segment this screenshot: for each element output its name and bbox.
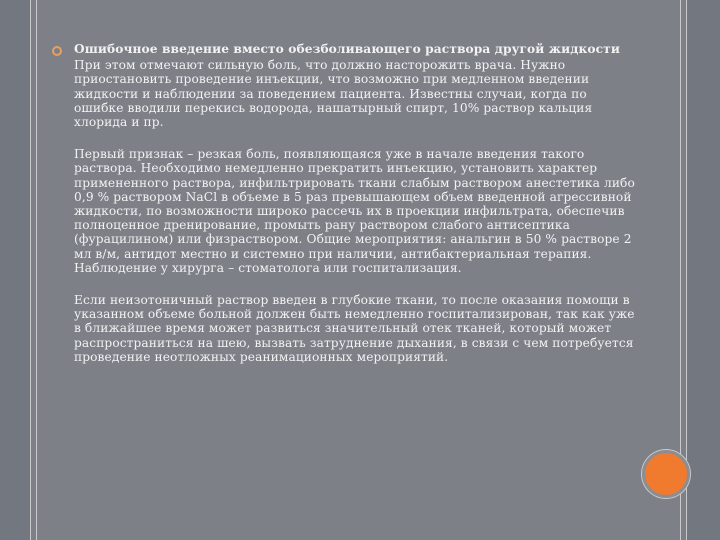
circle-bullet-icon — [52, 46, 62, 56]
paragraph-symptoms: При этом отмечают сильную боль, что должно насторожить врача. Нужно приостановить проведение инъекции, что возможно при медленном введении жидкости и наблюдении за поведением пациента. Известны случаи, когда по ошибке вводили перекись водорода, нашатырный спирт, 10% раствор кальция хлорида и пр. — [74, 58, 593, 130]
slide-heading: Ошибочное введение вместо обезболивающего раствора другой жидкости — [74, 42, 620, 56]
panel-border-right-outer — [686, 0, 687, 540]
orange-circle-icon — [642, 450, 690, 498]
panel-border-left-inner — [36, 0, 37, 540]
paragraph-hospitalization: Если неизотоничный раствор введен в глубокие ткани, то после оказания помощи в указанном объеме больной должен быть немедленно госпитализирован, так как уже в ближайшее время может развиться значительный отек тканей, который может распространиться на шею, вызвать затруднение дыхания, в связи с чем потребуется проведение неотложных реанимационных мероприятий. — [74, 293, 635, 364]
paragraph-first-sign: Первый признак – резкая боль, появляющаяся уже в начале введения такого раствора. Необходимо немедленно прекратить инъекцию, установить характер примененного раствора, инфильтрировать ткани слабым раствором анестетика либо 0,9 % раствором NaCl в объеме в 5 раз превышающем объем введенной агрессивной жидкости, по возможности широко рассечь их в проекции инфильтрата, обеспечив полноценное дренирование, промыть рану раствором слабого антисептика (фурацилином) или физраствором. Общие мероприятия: анальгин в 50 % растворе 2 мл в/м, антидот местно и системно при наличии, антибактериальная терапия. Наблюдение у хирурга – стоматолога или госпитализация. — [74, 147, 635, 275]
panel-border-left-outer — [30, 0, 31, 540]
slide-body — [74, 42, 636, 364]
